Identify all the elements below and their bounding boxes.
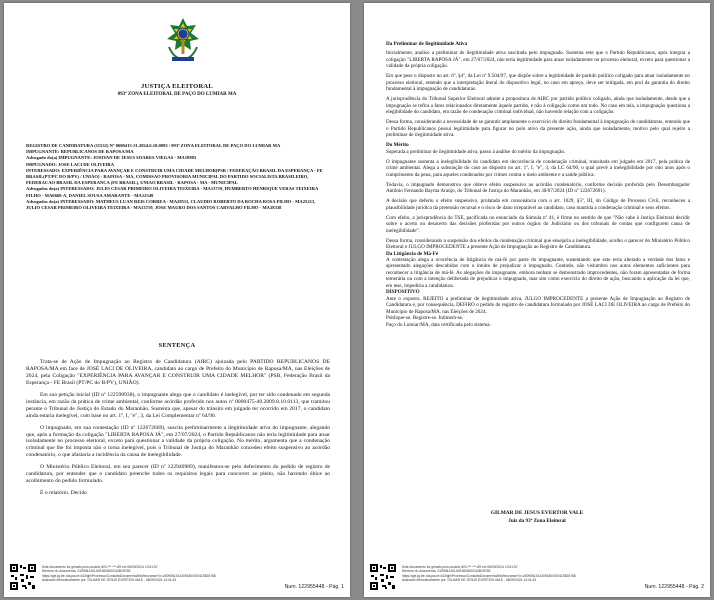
impugnante: IMPUGNANTE: REPUBLICANOS DE RAPOSA/MA bbox=[26, 149, 134, 155]
paragraph: O impugnado, em sua contestação (ID nº 122672669), suscita preliminarmente a ilegitimidade ativa do impugnante, alegando que, após a formação da coligação "LIBERTA RAPOSA JÁ", em 27/07/2024, o Partido Republicanos não teria legitimidade para atuar isoladamente no processo eleitoral, exceto para questionar a validade da própria coligação. No mérito, argumenta que a condenação criminal que lhe foi imposta não o torna inelegível, pois o Tribunal de Justiça do Maranhão concedeu efeito suspensivo ao acórdão condenatório, o que afastaria a incidência da causa de inelegibilidade. bbox=[26, 424, 330, 459]
footer-line: Número do documento: 24090613414091800000115825768 bbox=[402, 569, 491, 574]
case-metadata bbox=[26, 143, 330, 211]
impugnado: IMPUGNADO: JOSE LACI DE OLIVEIRA bbox=[26, 161, 115, 167]
page-number: Num. 122955448 - Pág. 1 bbox=[284, 584, 344, 590]
section-title: Do Mérito bbox=[386, 142, 409, 149]
sentence-body-continued bbox=[386, 41, 690, 332]
advogados-interessado-1: Advogados do(a) INTERESSADO: JULIO CESAR PRIMEIRO OLIVEIRA TEIXEIRA - MA13719, HUMBERTO HENRIQUE VERAS TEIXEIRA FILHO - MA6668-A, DANIEL SOUSA AMARANTE - MA12549 bbox=[26, 186, 319, 198]
paragraph: A decisão que deferiu o efeito suspensivo, prolatada em consonância com o art. 1029, §5º, III, do Código de Processo Civil, reconheceu a plausibilidade jurídica da pretensão recursal e o risco de dano irreparável ao candidato, caso mantida a condenação criminal e seus efeitos. bbox=[386, 198, 690, 211]
paragraph: Dessa forma, considerando a suspensão dos efeitos da condenação criminal que ensejaria a inelegibilidade, acolho o parecer do Ministério Público Eleitoral e JULGO IMPROCEDENTE a presente Ação de Impugnação ao Registro de Candidatura. bbox=[386, 237, 690, 251]
sentence-body bbox=[26, 359, 330, 502]
document-page-2 bbox=[364, 3, 710, 597]
footer-info bbox=[42, 565, 216, 583]
page-number: Num. 122955448 - Pág. 2 bbox=[644, 584, 704, 590]
case-number: REGISTRO DE CANDIDATURA (11532) Nº 0600415-21.2024.6.10.0093 / 093ª ZONA ELEITORAL DE PAÇO DO LUMIAR MA bbox=[26, 143, 281, 148]
footer-line: Este documento foi gerado pelo usuário 603.***.***-89 em 06/09/2024 13:51:57 bbox=[42, 565, 158, 569]
qr-code-icon[interactable] bbox=[370, 564, 396, 590]
footer-link[interactable]: https://pje1g.tre-ma.jus.br:443/pje/Processo/ConsultaDocumento/listView.seam?x=24090613414091800000115825768 bbox=[402, 573, 576, 578]
paragraph: Publique-se. Registre-se. Intimem-se. bbox=[386, 315, 464, 322]
document-page-1 bbox=[4, 3, 350, 597]
paragraph: Em que pese o disposto no art. 6º, §4º, da Lei nº 9.504/97, que dispõe sobre a legitimidade de partido político coligado para atuar isoladamente no processo eleitoral, entendo que a interpretação literal do dispositivo legal, no caso em apreço, deve ser mitigada, em prol da garantia do direito fundamental à impugnação de candidaturas. bbox=[386, 73, 690, 93]
judge-role: Juiz da 93ª Zona Eleitoral bbox=[508, 518, 566, 524]
footer-link[interactable]: https://pje1g.tre-ma.jus.br:443/pje/Processo/ConsultaDocumento/listView.seam?x=24090613414091800000115825768 bbox=[42, 573, 216, 578]
footer-info bbox=[402, 565, 576, 583]
paragraph: A jurisprudência do Tribunal Superior Eleitoral admite a propositura de AIRC por partido político coligado, ainda que isoladamente, desde que a impugnação se refira a fatos relacionados diretamente àquele partido, e não à coligação como um todo. No caso em tela, a impugnação questiona a elegibilidade do candidato, em razão de condenação criminal individual, não havendo relação com a coligação. bbox=[386, 96, 690, 116]
document-footer bbox=[10, 562, 344, 592]
footer-line: Assinado eletronicamente por: GILMAR DE JESUS EVERTON VALE - 06/09/2024 13:41:43 bbox=[402, 578, 537, 583]
paragraph: Trata-se de Ação de Impugnação ao Registro de Candidatura (AIRC) ajuizada pelo PARTIDO REPUBLICANOS DE RAPOSA/MA em face de JOSÉ LACI DE OLIVEIRA, candidato ao cargo de Prefeito do Município de Raposa/MA, nas Eleições de 2024, pela Coligação "EXPERIÊNCIA PARA AVANÇAR E CONSTRUIR UMA CIDADE MELHOR" (PSB, Federação Brasil da Esperança - FE Brasil (PT/PC do B/PV), UNIÃO). bbox=[26, 359, 330, 386]
paragraph: Em sua petição inicial (ID nº 122590938), o impugnante alega que o candidato é inelegível, por ter sido condenado em segunda instância, em razão da prática de crime ambiental, conforme acórdão proferido nos autos nº 0000475-40.2009.8.10.0113, que tramitou perante o Tribunal de Justiça do Estado do Maranhão. Sustenta que, apesar do trânsito em julgado ter ocorrido em 2017, o candidato ainda estaria inelegível, com base no art. 1º, I, "e", 3, da Lei Complementar nº 64/90. bbox=[26, 391, 330, 419]
paragraph: Todavia, o impugnado demonstrou que obteve efeito suspensivo ao acórdão condenatório, conforme decisão proferida pelo Desembargador Antônio Fernando Bayma Araújo, do Tribunal de Justiça do Maranhão, em 30/07/2024 (ID nº 122672691). bbox=[386, 181, 690, 195]
sentence-heading: SENTENÇA bbox=[158, 342, 196, 349]
coat-of-arms-icon bbox=[164, 17, 202, 63]
section-title: DISPOSITIVO bbox=[386, 289, 420, 296]
paragraph: O impugnante sustenta a inelegibilidade do candidato em decorrência de condenação criminal, transitada em julgado em 2017, pela prática de crime ambiental. Alega a subsunção do caso ao disposto no art. 1º, I, "e", 3, da LC 64/90, o qual prevê a inelegibilidade por oito anos após o cumprimento da pena, para aqueles condenados por crimes contra o meio ambiente e a saúde pública. bbox=[386, 158, 690, 178]
paragraph: É o relatório. Decido bbox=[40, 490, 87, 497]
paragraph: Dessa forma, considerando a necessidade de se garantir amplamente o exercício do direito fundamental à impugnação de candidaturas, entendo que o Partido Republicanos possui legitimidade para figurar no polo ativo da presente ação, ainda que isoladamente, motivo pelo qual rejeito a preliminar de ilegitimidade ativa. bbox=[386, 119, 690, 139]
judge-name: GILMAR DE JESUS EVERTOR VALE bbox=[490, 510, 584, 516]
paragraph: Ante o exposto, REJEITO a preliminar de ilegitimidade ativa, JULGO IMPROCEDENTE a presente Ação de Impugnação ao Registro de Candidatura e, por consequência, DEFIRO o pedido de registro de candidatura formulado por JOSÉ LACI DE OLIVEIRA ao cargo de Prefeito do Município de Raposa/MA, nas Eleições de 2024. bbox=[386, 295, 690, 315]
paragraph: Com efeito, a jurisprudência do TSE, pacificada no enunciado da Súmula nº 41, é firme no sentido de que "Não cabe à Justiça Eleitoral decidir sobre o acerto ou desacerto das decisões proferidas por outros órgãos do Judiciário ou dos tribunais de contas que configurem causa de inelegibilidade". bbox=[386, 214, 690, 234]
zone-title: 093ª ZONA ELEITORAL DE PAÇO DO LUMIAR MA bbox=[117, 92, 237, 97]
footer-line: Assinado eletronicamente por: GILMAR DE JESUS EVERTON VALE - 06/09/2024 13:41:43 bbox=[42, 578, 177, 583]
paragraph: Paço do Lumiar/MA, data certificada pelo sistema. bbox=[386, 321, 491, 328]
advogado-impugnante: Advogado do(a) IMPUGNANTE: JOSIVAN DE JESUS SOARES VIEGAS - MA18983 bbox=[26, 155, 197, 161]
document-footer bbox=[370, 562, 704, 592]
paragraph: Inicialmente, analiso a preliminar de ilegitimidade ativa suscitada pelo impugnado. Sustenta este que o Partido Republicanos, após integrar a coligação "LIBERTA RAPOSA JÁ", em 27/07/2024, não teria legitimidade para atuar isoladamente no processo eleitoral, exceto para questionar a validade da própria coligação. bbox=[386, 50, 690, 70]
court-title: JUSTIÇA ELEITORAL bbox=[141, 83, 213, 90]
paragraph: O Ministério Público Eleitoral, em seu parecer (ID nº 122940989), manifestou-se pelo deferimento do pedido de registro de candidatura, por entender que o candidato preenche todos os requisitos legais para concorrer ao pleito, não havendo óbice ao acolhimento do pedido formulado. bbox=[26, 464, 330, 485]
interessado: INTERESSADO: EXPERIÊNCIA PARA AVANÇAR E CONSTRUIR UMA CIDADE MELHOR[PSB / FEDERAÇÃO BRASIL DA ESPERANÇA - FE BRASIL(PT/PC DO B/PV) / UNIÃO] - RAPOSA - MA, COMISSAO PROVISORIA MUNICIPAL DO PARTIDO SOCIALISTA BRASILEIRO, FEDERACAO BRASIL DA ESPERANCA (FE BRASIL), UNIAO BRASIL - RAPOSA - MA - MUNICIPAL bbox=[26, 167, 323, 186]
qr-code-icon[interactable] bbox=[10, 564, 36, 590]
footer-line: Este documento foi gerado pelo usuário 603.***.***-89 em 06/09/2024 13:51:57 bbox=[402, 565, 518, 569]
paragraph: A contestação alega a ocorrência de litigância de má-fé por parte do impugnante, sustentando que este teria alterado a verdade dos fatos e apresentado alegações descabidas com o intuito de prejudicar o impugnado. Contudo, não vislumbro nos autos elementos suficientes para reconhecer a litigância de má-fé. As alegações do impugnante, embora tenham se demonstrado improcedentes, não foram apresentadas de forma temerária ou com a intenção deliberada de prejudicar o impugnado, mas sim como exercício do direito de ação, buscando a aplicação da lei que, em tese, impediria a candidatura. bbox=[386, 257, 690, 289]
section-title: Da Preliminar de Ilegitimidade Ativa bbox=[386, 41, 468, 47]
footer-line: Número do documento: 24090613414091800000115825768 bbox=[42, 569, 131, 574]
paragraph: Superada a preliminar de ilegitimidade ativa, passo à análise do mérito da impugnação. bbox=[386, 148, 566, 155]
advogados-interessado-2: Advogados do(a) INTERESSADO: MATHEUS LUAN REIS CORREA - MA28511, CLAUDIO ROBERTO DA ROCHA ROSA FILHO - MA25213, JULIO CESAR PRIMEIRO OLIVEIRA TEIXEIRA - MA13719, JOSE MAURO DOS SANTOS CARVALHO FILHO - MA18338 bbox=[26, 198, 316, 211]
section-title: Da Litigância de Má-Fé bbox=[386, 250, 439, 257]
